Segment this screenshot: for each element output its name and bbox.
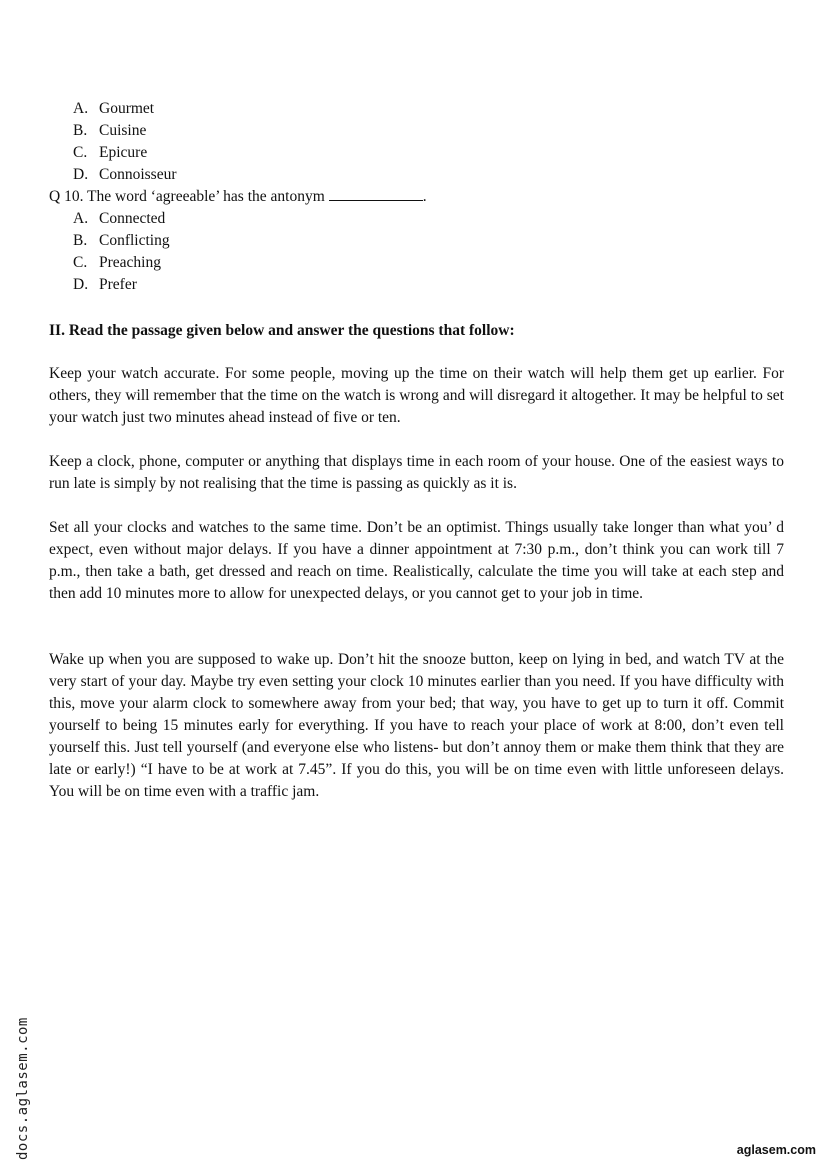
corner-watermark: aglasem.com — [736, 1143, 816, 1157]
option-letter: C. — [73, 144, 88, 161]
passage-paragraph-4: Wake up when you are supposed to wake up. Don’t hit the snooze button, keep on lying in bed, and watch TV at the very start of your day. Maybe try even setting your clock 10 minutes earlier than you need. If you have difficulty with this, move your alarm clock to somewhere away from your bed; that way, you have to get up to turn it off. Commit yourself to being 15 minutes early for everything. If you have to reach your place of work at 8:00, don’t even tell yourself this. Just tell yourself (and everyone else who listens- but don’t annoy them or make them think that they are late or early!) “I have to be at work at 7.45”. If you do this, you will be on time even with little unforeseen delays. You will be on time even with a traffic jam. — [49, 651, 784, 800]
option-letter: D. — [73, 276, 89, 293]
option-a-prev — [73, 98, 154, 120]
option-text: Prefer — [99, 276, 137, 293]
answer-blank — [329, 186, 423, 201]
option-letter: D. — [73, 166, 89, 183]
option-c-prev — [73, 142, 147, 164]
option-letter: A. — [73, 100, 89, 117]
q10-option-d — [73, 274, 137, 296]
side-watermark-text: docs.aglasem.com — [15, 1017, 31, 1160]
passage-paragraph-2: Keep a clock, phone, computer or anything that displays time in each room of your house. One of the easiest ways to run late is simply by not realising that the time is passing as quickly as it is. — [49, 453, 784, 492]
option-text: Connected — [99, 210, 166, 227]
question-10 — [49, 186, 427, 208]
passage-paragraph-3: Set all your clocks and watches to the same time. Don’t be an optimist. Things usually take longer than what you’ d expect, even without major delays. If you have a dinner appointment at 7:30 p.m., don’t think you can work till 7 p.m., then take a bath, get dressed and reach on time. Realistically, calculate the time you will take at each step and then add 10 minutes more to allow for unexpected delays, or you cannot get to your job in time. — [49, 519, 784, 602]
option-letter: A. — [73, 210, 89, 227]
option-b-prev — [73, 120, 146, 142]
q10-option-c — [73, 252, 161, 274]
option-text: Conflicting — [99, 232, 170, 249]
q10-option-a — [73, 208, 165, 230]
question-end: . — [422, 188, 427, 205]
option-text: Connoisseur — [99, 166, 177, 183]
question-text: Q 10. The word ‘agreeable’ has the antonym — [49, 188, 325, 205]
side-watermark — [13, 1000, 29, 1160]
section-heading: II. Read the passage given below and answer the questions that follow: — [49, 322, 515, 339]
passage-paragraph-1: Keep your watch accurate. For some people, moving up the time on their watch will help them get up earlier. For others, they will remember that the time on the watch is wrong and will disregard it altogether. It may be helpful to set your watch just two minutes ahead instead of five or ten. — [49, 365, 784, 426]
option-text: Gourmet — [99, 100, 155, 117]
option-letter: B. — [73, 232, 88, 249]
option-text: Cuisine — [99, 122, 147, 139]
option-text: Preaching — [99, 254, 161, 271]
option-letter: B. — [73, 122, 88, 139]
q10-option-b — [73, 230, 170, 252]
option-text: Epicure — [99, 144, 148, 161]
option-d-prev — [73, 164, 177, 186]
option-letter: C. — [73, 254, 88, 271]
